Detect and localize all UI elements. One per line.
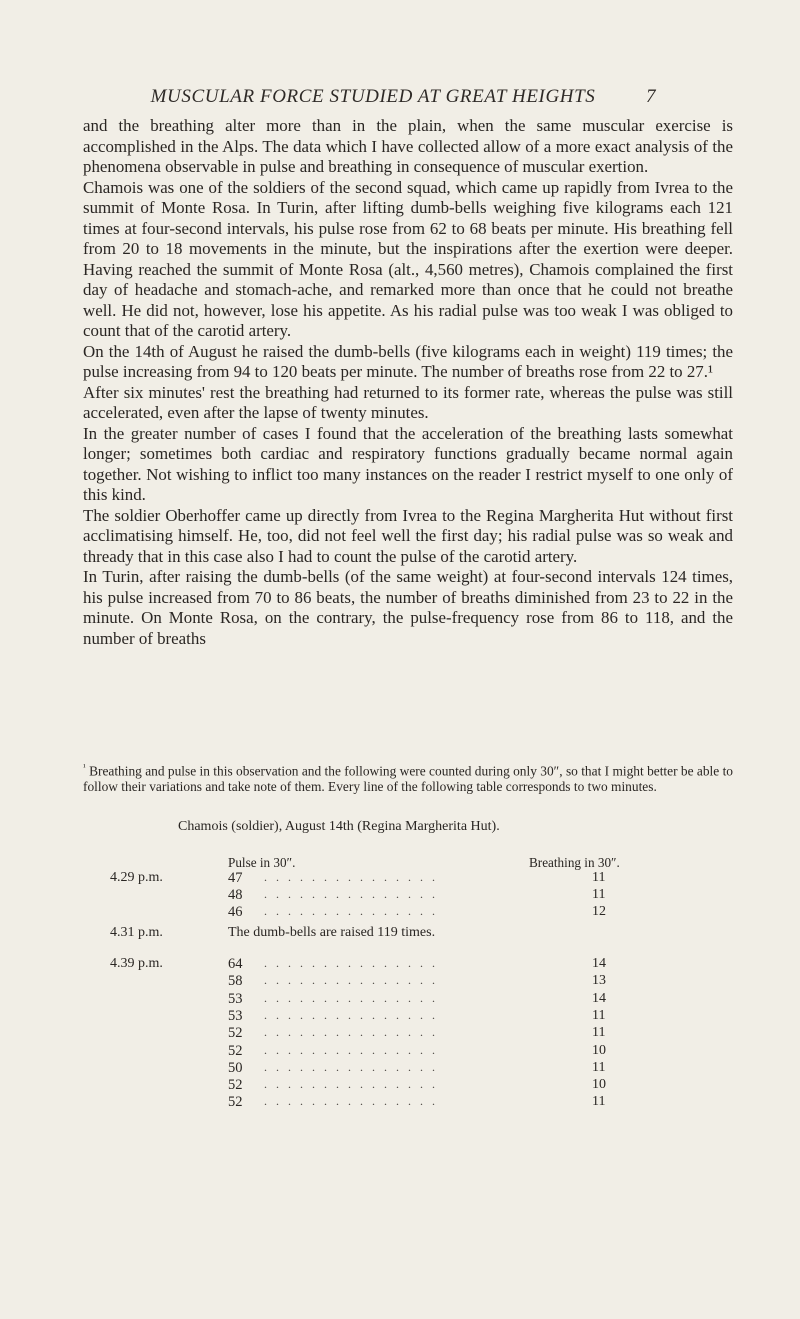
table-note-row: [110, 925, 436, 941]
running-head: MUSCULAR FORCE STUDIED AT GREAT HEIGHTS: [150, 86, 596, 107]
leader-dots: . . . . . . . . . . . . . . .: [264, 870, 438, 884]
pulse-value: 52: [228, 1094, 243, 1111]
table-row: [0, 1025, 800, 1042]
footnote: [83, 760, 733, 795]
leader-dots: . . . . . . . . . . . . . . .: [264, 1042, 438, 1057]
table-row: [0, 973, 800, 990]
pulse-value: 50: [228, 1059, 243, 1076]
leader-dots: . . . . . . . . . . . . . . .: [264, 990, 438, 1005]
note-time: 4.31 p.m.: [110, 925, 163, 940]
leader-dots: . . . . . . . . . . . . . . .: [264, 1025, 438, 1040]
pulse-value: 53: [228, 990, 243, 1007]
breathing-value: 14: [592, 990, 606, 1006]
paragraph: In the greater number of cases I found that the acceleration of the breathing lasts somewhat longer; sometimes both cardiac and respiratory functions gradually became normal again together. Not wishing to inflict too many instances on the reader I restrict myself to one only of this kind.: [83, 423, 733, 504]
pulse-value: 58: [228, 973, 243, 990]
pulse-value: 52: [228, 1025, 243, 1042]
table-row: [0, 1060, 800, 1077]
leader-dots: . . . . . . . . . . . . . . .: [264, 956, 438, 970]
footnote-marker: ¹: [83, 762, 86, 772]
pulse-column-header: Pulse in 30″.: [228, 855, 296, 870]
leader-dots: . . . . . . . . . . . . . . .: [264, 887, 438, 901]
footnote-text: Breathing and pulse in this observation and the following were counted during only 30″, so that I might better be able to follow their variations and take note of them. Every line of the following table corresponds to two minutes.: [83, 763, 733, 795]
breathing-value: 11: [592, 870, 606, 885]
breathing-value: 12: [592, 904, 606, 919]
body-text: [83, 116, 733, 649]
pulse-value: 52: [228, 1042, 243, 1059]
paragraph: In Turin, after raising the dumb-bells (of the same weight) at four-second intervals 124 times, his pulse increased from 70 to 86 beats, the number of breaths diminished from 23 to 22 in the minute. On Monte Rosa, on the contrary, the pulse-frequency rose from 86 to 118, and the number of breaths: [83, 567, 733, 648]
table-caption: Chamois (soldier), August 14th (Regina Margherita Hut).: [178, 819, 500, 834]
breathing-value: 11: [592, 1094, 606, 1110]
breathing-value: 13: [592, 973, 606, 989]
pulse-value: 64: [228, 956, 243, 972]
leader-dots: . . . . . . . . . . . . . . .: [264, 973, 438, 988]
breathing-column-header: Breathing in 30″.: [529, 855, 620, 870]
leader-dots: . . . . . . . . . . . . . . .: [264, 1077, 438, 1092]
table-row: [0, 956, 800, 973]
breathing-value: 11: [592, 1007, 606, 1023]
breathing-value: 11: [592, 887, 606, 902]
leader-dots: . . . . . . . . . . . . . . .: [264, 904, 438, 918]
page-number: 7: [646, 86, 656, 107]
leader-dots: . . . . . . . . . . . . . . .: [264, 1059, 438, 1074]
row-time: 4.39 p.m.: [110, 956, 163, 971]
breathing-value: 11: [592, 1059, 606, 1075]
pulse-value: 52: [228, 1077, 243, 1094]
pulse-value: 47: [228, 870, 243, 886]
paragraph: On the 14th of August he raised the dumb-bells (five kilograms each in weight) 119 times; the pulse increasing from 94 to 120 beats per minute. The number of breaths rose from 22 to 27.¹: [83, 341, 733, 381]
leader-dots: . . . . . . . . . . . . . . .: [264, 1094, 438, 1109]
table-row: [0, 887, 800, 904]
table-row: [0, 1077, 800, 1094]
breathing-value: 10: [592, 1042, 606, 1058]
breathing-value: 11: [592, 1025, 606, 1041]
note-text: The dumb-bells are raised 119 times.: [228, 925, 436, 940]
paragraph: After six minutes' rest the breathing had returned to its former rate, whereas the pulse was still accelerated, even after the lapse of twenty minutes.: [83, 382, 733, 422]
pulse-value: 46: [228, 904, 243, 920]
table-row: [0, 870, 800, 887]
leader-dots: . . . . . . . . . . . . . . .: [264, 1007, 438, 1022]
row-time: 4.29 p.m.: [110, 870, 163, 885]
paragraph: and the breathing alter more than in the plain, when the same muscular exercise is accomplished in the Alps. The data which I have collected allow of a more exact analysis of the phenomena observable in pulse and breathing in consequence of muscular exertion.: [83, 116, 733, 176]
table-row: [0, 1043, 800, 1060]
pulse-value: 48: [228, 887, 243, 903]
paragraph: Chamois was one of the soldiers of the second squad, which came up rapidly from Ivrea to the summit of Monte Rosa. In Turin, after lifting dumb-bells weighing five kilograms each 121 times at four-second intervals, his pulse rose from 62 to 68 beats per minute. His breathing fell from 20 to 18 movements in the minute, but the inspirations after the exertion were deeper. Having reached the summit of Monte Rosa (alt., 4,560 metres), Chamois complained the first day of headache and stomach-ache, and remarked more than once that he could not breathe well. He did not, however, lose his appetite. As his radial pulse was too weak I was obliged to count that of the carotid artery.: [83, 177, 733, 340]
table-row: [0, 904, 800, 921]
table-row: [0, 1008, 800, 1025]
table-row: [0, 991, 800, 1008]
pulse-value: 53: [228, 1007, 243, 1024]
breathing-value: 14: [592, 956, 606, 971]
table-row: [0, 1094, 800, 1111]
breathing-value: 10: [592, 1077, 606, 1093]
paragraph: The soldier Oberhoffer came up directly from Ivrea to the Regina Margherita Hut without first acclimatising himself. He, too, did not feel well the first day; his radial pulse was so weak and thready that in this case also I had to count the pulse of the carotid artery.: [83, 505, 733, 566]
